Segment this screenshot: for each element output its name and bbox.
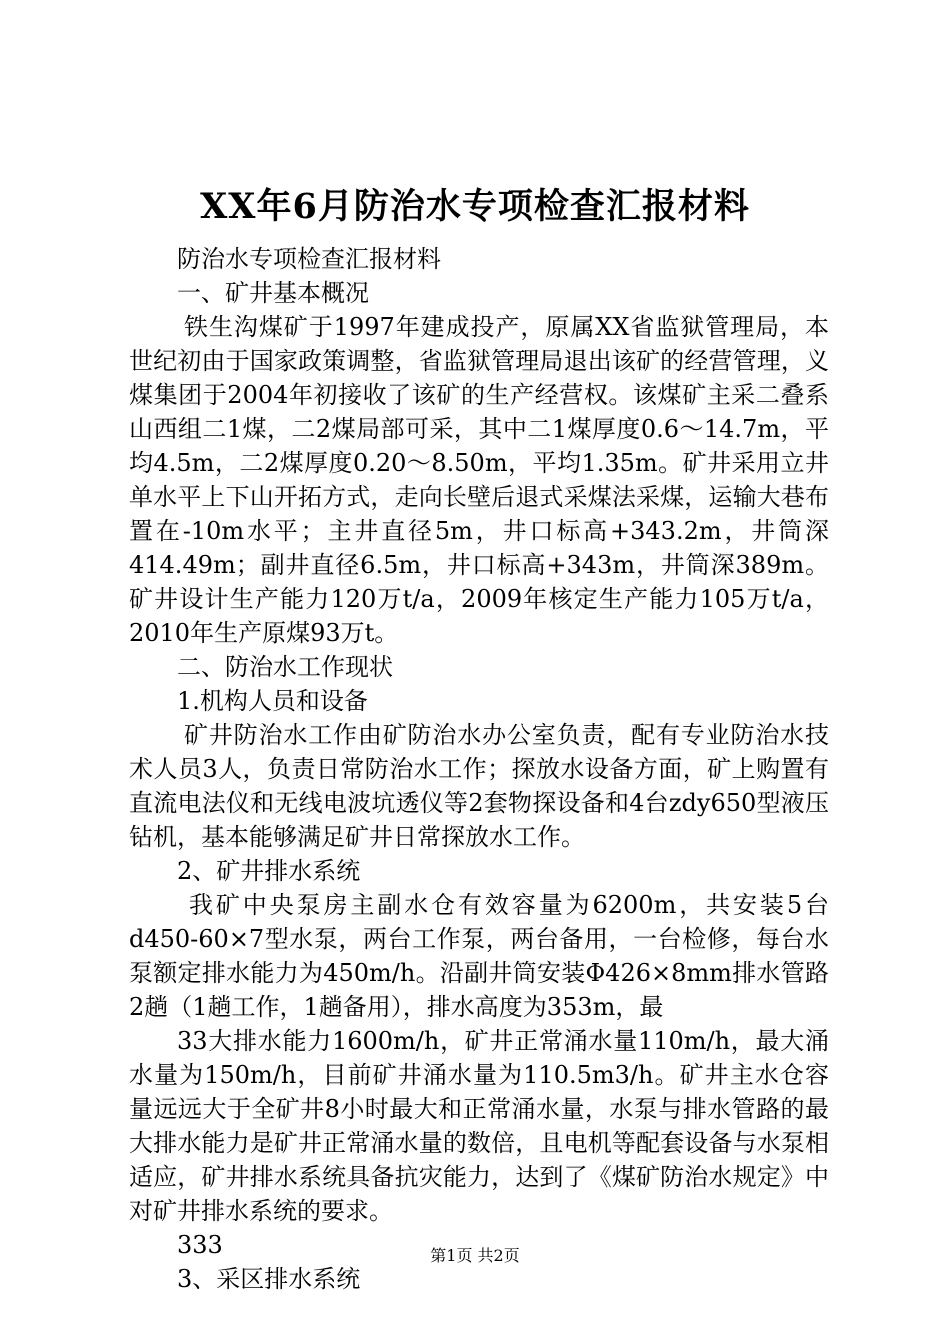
stray-number-line: 333 [177, 1231, 223, 1259]
subtitle-paragraph: 防治水专项检查汇报材料 [177, 245, 441, 273]
document-body [129, 242, 829, 1296]
document-title: XX年6月防治水专项检查汇报材料 [200, 186, 750, 227]
paragraph-mine-drainage: 我矿中央泵房主副水仓有效容量为6200m，共安装5台d450-60×7型水泵，两台工作泵，两台备用，一台检修，每台水泵额定排水能力为450m/h。沿副井筒安装Φ426×8mm排水管路2趟（1趟工作，1趟备用），排水高度为353m，最 [129, 891, 829, 1021]
subsection-heading-staff: 1.机构人员和设备 [177, 687, 368, 715]
paragraph-staff: 矿井防治水工作由矿防治水办公室负责，配有专业防治水技术人员3人，负责日常防治水工作；探放水设备方面，矿上购置有直流电法仪和无线电波坑透仪等2套物探设备和4台zdy650型液压钻机，基本能够满足矿井日常探放水工作。 [129, 721, 829, 851]
paragraph-overview: 铁生沟煤矿于1997年建成投产，原属XX省监狱管理局，本世纪初由于国家政策调整，省监狱管理局退出该矿的经营管理，义煤集团于2004年初接收了该矿的生产经营权。该煤矿主采二叠系山西组二1煤，二2煤局部可采，其中二1煤厚度0.6～14.7m，平均4.5m，二2煤厚度0.20～8.50m，平均1.35m。矿井采用立井单水平上下山开拓方式，走向长壁后退式采煤法采煤，运输大巷布置在-10m水平；主井直径5m，井口标高+343.2m，井筒深414.49m；副井直径6.5m，井口标高+343m，井筒深389m。矿井设计生产能力120万t/a，2009年核定生产能力105万t/a，2010年生产原煤93万t。 [129, 313, 829, 647]
subsection-heading-mine-drainage: 2、矿井排水系统 [177, 857, 361, 885]
section-heading-status: 二、防治水工作现状 [177, 653, 393, 681]
paragraph-drainage-capacity: 33大排水能力1600m/h，矿井正常涌水量110m/h，最大涌水量为150m/h，目前矿井涌水量为110.5m3/h。矿井主水仓容量远远大于全矿井8小时最大和正常涌水量，水泵与排水管路的最大排水能力是矿井正常涌水量的数倍，且电机等配套设备与水泵相适应，矿井排水系统具备抗灾能力，达到了《煤矿防治水规定》中对矿井排水系统的要求。 [129, 1027, 829, 1225]
subsection-heading-district-drainage: 3、采区排水系统 [177, 1265, 361, 1293]
page-footer: 第1页 共2页 [430, 1246, 520, 1265]
section-heading-overview: 一、矿井基本概况 [177, 279, 369, 307]
